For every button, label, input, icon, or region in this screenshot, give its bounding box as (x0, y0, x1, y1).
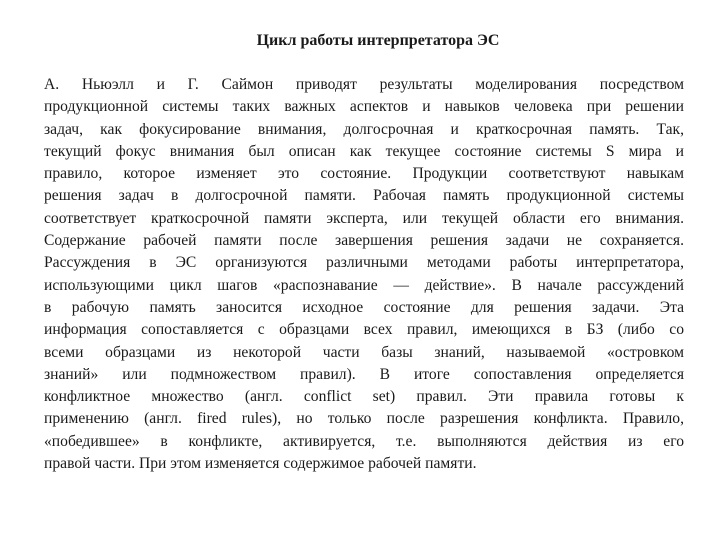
text-line: в рабочую память заносится исходное состояние для решения задачи. Эта (44, 298, 684, 316)
text-line: продукционной системы таких важных аспектов и навыков человека при решении (44, 98, 684, 116)
page-title: Цикл работы интерпретатора ЭС (256, 32, 500, 49)
text-line: конфликтное множество (англ. conflict set) правил. Эти правила готовы к (44, 388, 684, 406)
text-line: текущий фокус внимания был описан как текущее состояние системы S мира и (44, 142, 684, 160)
text-line: правой части. При этом изменяется содержимое рабочей памяти. (44, 455, 477, 473)
body-text (44, 74, 684, 475)
text-line: всеми образцами из некоторой части базы знаний, называемой «островком (44, 343, 684, 361)
text-line: применению (англ. fired rules), но только после разрешения конфликта. Правило, (44, 410, 684, 428)
text-line: «победившее» в конфликте, активируется, т.е. выполняются действия из его (44, 432, 684, 450)
text-line: Содержание рабочей памяти после завершения решения задачи не сохраняется. (44, 232, 684, 250)
text-line: задач, как фокусирование внимания, долгосрочная и краткосрочная память. Так, (44, 120, 684, 138)
text-line: информация сопоставляется с образцами всех правил, имеющихся в БЗ (либо со (44, 321, 684, 339)
text-line: А. Ньюэлл и Г. Саймон приводят результаты моделирования посредством (44, 76, 684, 93)
text-line: знаний» или подмножеством правил). В итоге сопоставления определяется (44, 365, 684, 383)
text-line: использующими цикл шагов «распознавание — действие». В начале рассуждений (44, 276, 684, 294)
text-line: правило, которое изменяет это состояние. Продукции соответствуют навыкам (44, 165, 684, 183)
text-line: Рассуждения в ЭС организуются различными методами работы интерпретатора, (44, 254, 684, 272)
text-line: решения задач в долгосрочной памяти. Рабочая память продукционной системы (44, 187, 684, 205)
text-line: соответствует краткосрочной памяти эксперта, или текущей области его внимания. (44, 209, 684, 227)
